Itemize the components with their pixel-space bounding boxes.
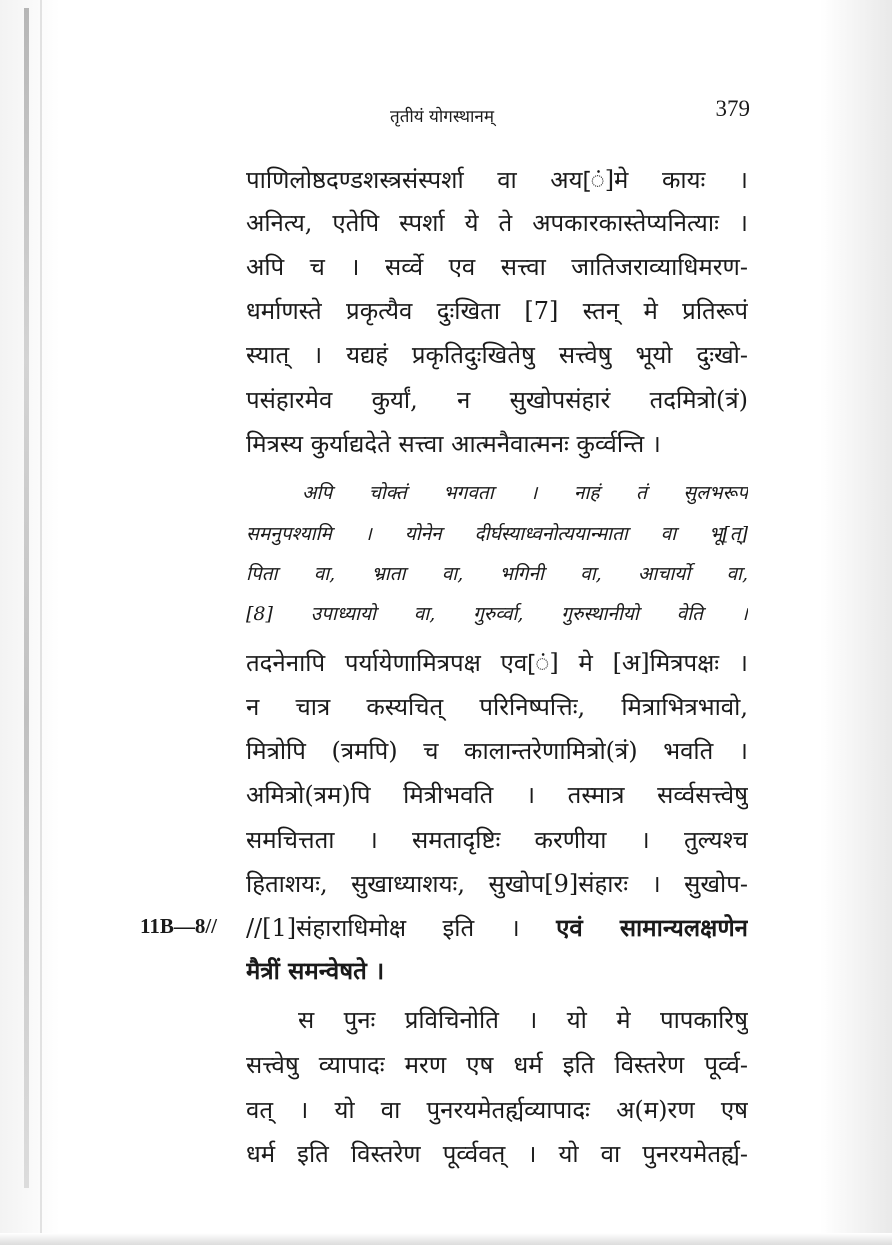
text-line-13: हिताशयः, सुखाध्याशयः, सुखोप[9]संहारः । सुखोप- bbox=[246, 870, 748, 898]
text-line-8: तदनेनापि पर्यायेणामित्रपक्ष एव[ं] मे [अ]मित्रपक्षः । bbox=[246, 649, 748, 677]
binding-shadow bbox=[24, 8, 29, 1188]
text-line-14 bbox=[246, 908, 748, 948]
text-line-9: न चात्र कस्यचित् परिनिष्पत्तिः, मित्राभित्रभावो, bbox=[246, 693, 748, 721]
text-line-19: धर्म इति विस्तरेण पूर्व्ववत् । यो वा पुनरयमेतर्ह्य- bbox=[246, 1140, 748, 1168]
running-title: तृतीयं योगस्थानम् bbox=[390, 107, 495, 127]
text-line-7: मित्रस्य कुर्याद्यदेते सत्त्वा आत्मनैवात्मनः कुर्व्वन्ति । bbox=[246, 430, 661, 458]
text-line-14-bold: एवं सामान्यलक्षणेन bbox=[556, 913, 748, 942]
text-line-18: वत् । यो वा पुनरयमेतर्ह्यव्यापादः अ(म)रण एष bbox=[246, 1096, 748, 1124]
page-crease bbox=[40, 0, 42, 1245]
text-line-1: पाणिलोष्ठदण्डशस्त्रसंस्पर्शा वा अय[ं]मे कायः । bbox=[246, 166, 748, 194]
text-line-15: मैत्रीं समन्वेषते । bbox=[246, 956, 385, 985]
text-line-12: समचित्तता । समतादृष्टिः करणीया । तुल्यश्च bbox=[246, 826, 748, 854]
text-line-5: स्यात् । यद्यहं प्रकृतिदुःखितेषु सत्त्वेषु भूयो दुःखो- bbox=[246, 341, 748, 369]
text-line-10: मित्रोपि (त्रमपि) च कालान्तरेणामित्रो(त्रं) भवति । bbox=[246, 737, 748, 765]
page-number: 379 bbox=[715, 96, 750, 121]
text-line-4: धर्माणस्ते प्रकृत्यैव दुःखिता [7] स्तन् मे प्रतिरूपं bbox=[246, 297, 748, 325]
quote-line-1: अपि चोक्तं भगवता । नाहं तं सुलभरूपं bbox=[302, 482, 748, 504]
margin-folio-reference: 11B—8// bbox=[140, 914, 218, 938]
quote-line-3: पिता वा, भ्राता वा, भगिनी वा, आचार्यो वा, bbox=[246, 563, 748, 585]
page-bottom-shadow bbox=[0, 1233, 892, 1245]
quote-line-4: [8] उपाध्यायो वा, गुरुर्व्वा, गुरुस्थानीयो वेति । bbox=[246, 603, 748, 625]
text-line-2: अनित्य, एतेपि स्पर्शा ये ते अपकारकास्तेप्यनित्याः । bbox=[246, 209, 748, 237]
text-line-3: अपि च । सर्व्वे एव सत्त्वा जातिजराव्याधिमरण- bbox=[246, 253, 748, 281]
page-header bbox=[246, 96, 750, 130]
text-line-14-start: //[1]संहाराधिमोक्ष इति । bbox=[246, 914, 520, 942]
quote-line-2: समनुपश्यामि । योनेन दीर्घस्याध्वनोत्ययान्माता वा भू[त्] bbox=[246, 523, 748, 545]
text-line-16: स पुनः प्रविचिनोति । यो मे पापकारिषु bbox=[298, 1006, 748, 1034]
text-line-6: पसंहारमेव कुर्यां, न सुखोपसंहारं तदमित्रो(त्रं) bbox=[246, 386, 748, 414]
text-line-17: सत्त्वेषु व्यापादः मरण एष धर्म इति विस्तरेण पूर्व्व- bbox=[246, 1051, 748, 1079]
text-line-11: अमित्रो(त्रम)पि मित्रीभवति । तस्मात्र सर्व्वसत्त्वेषु bbox=[246, 781, 748, 809]
